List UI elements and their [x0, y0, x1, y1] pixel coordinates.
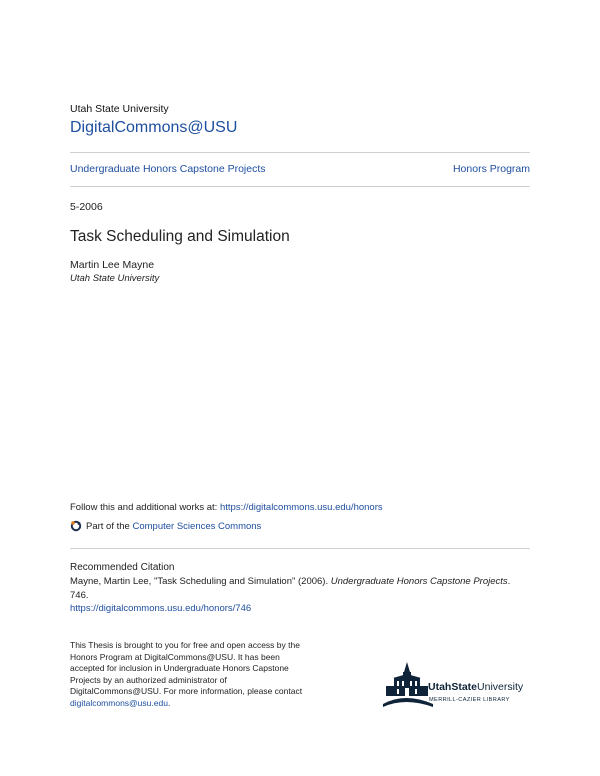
usu-library-logo — [383, 660, 533, 710]
part-of-line — [70, 520, 261, 532]
paper-title: Task Scheduling and Simulation — [70, 228, 290, 245]
citation-number: . 746. — [70, 576, 511, 601]
logo-subtitle: MERRILL-CAZIER LIBRARY — [429, 697, 510, 703]
contact-email-link[interactable]: digitalcommons@usu.edu — [70, 697, 168, 708]
svg-text:UtahStateUniversity — [428, 681, 524, 693]
notice-text: This Thesis is brought to you for free and open access by the Honors Program at DigitalCommons@USU. It has been accepted for inclusion in Undergraduate Honors Capstone Projects by an authorized administrator of DigitalCommons@USU. For more information, please contact — [70, 640, 303, 697]
divider — [70, 548, 530, 549]
follow-label: Follow this and additional works at: — [70, 502, 218, 513]
access-notice — [70, 640, 305, 710]
publication-date: 5-2006 — [70, 201, 103, 213]
citation-url-link[interactable]: https://digitalcommons.usu.edu/honors/746 — [70, 603, 252, 614]
follow-line — [70, 502, 383, 513]
author-name: Martin Lee Mayne — [70, 259, 155, 271]
citation-series: Undergraduate Honors Capstone Projects — [330, 576, 508, 587]
part-of-label: Part of the — [86, 520, 130, 532]
repository-link[interactable]: DigitalCommons@USU — [70, 119, 238, 136]
logo-name-light: University — [477, 681, 524, 693]
computer-sciences-commons-link[interactable]: Computer Sciences Commons — [132, 520, 262, 532]
citation-heading: Recommended Citation — [70, 562, 175, 573]
follow-url-link[interactable]: https://digitalcommons.usu.edu/honors — [219, 502, 383, 513]
divider — [70, 152, 530, 153]
author-affiliation: Utah State University — [70, 273, 160, 284]
network-commons-icon — [70, 520, 82, 532]
collection-link[interactable]: Undergraduate Honors Capstone Projects — [70, 163, 266, 175]
notice-end: . — [167, 697, 171, 708]
program-link[interactable]: Honors Program — [452, 163, 530, 175]
logo-name-bold: UtahState — [428, 681, 478, 693]
citation-text: Mayne, Martin Lee, "Task Scheduling and Simulation" (2006). — [70, 576, 329, 587]
institution-name: Utah State University — [70, 103, 169, 115]
citation-block — [70, 575, 530, 616]
old-main-building-icon — [383, 662, 433, 707]
divider — [70, 186, 530, 187]
